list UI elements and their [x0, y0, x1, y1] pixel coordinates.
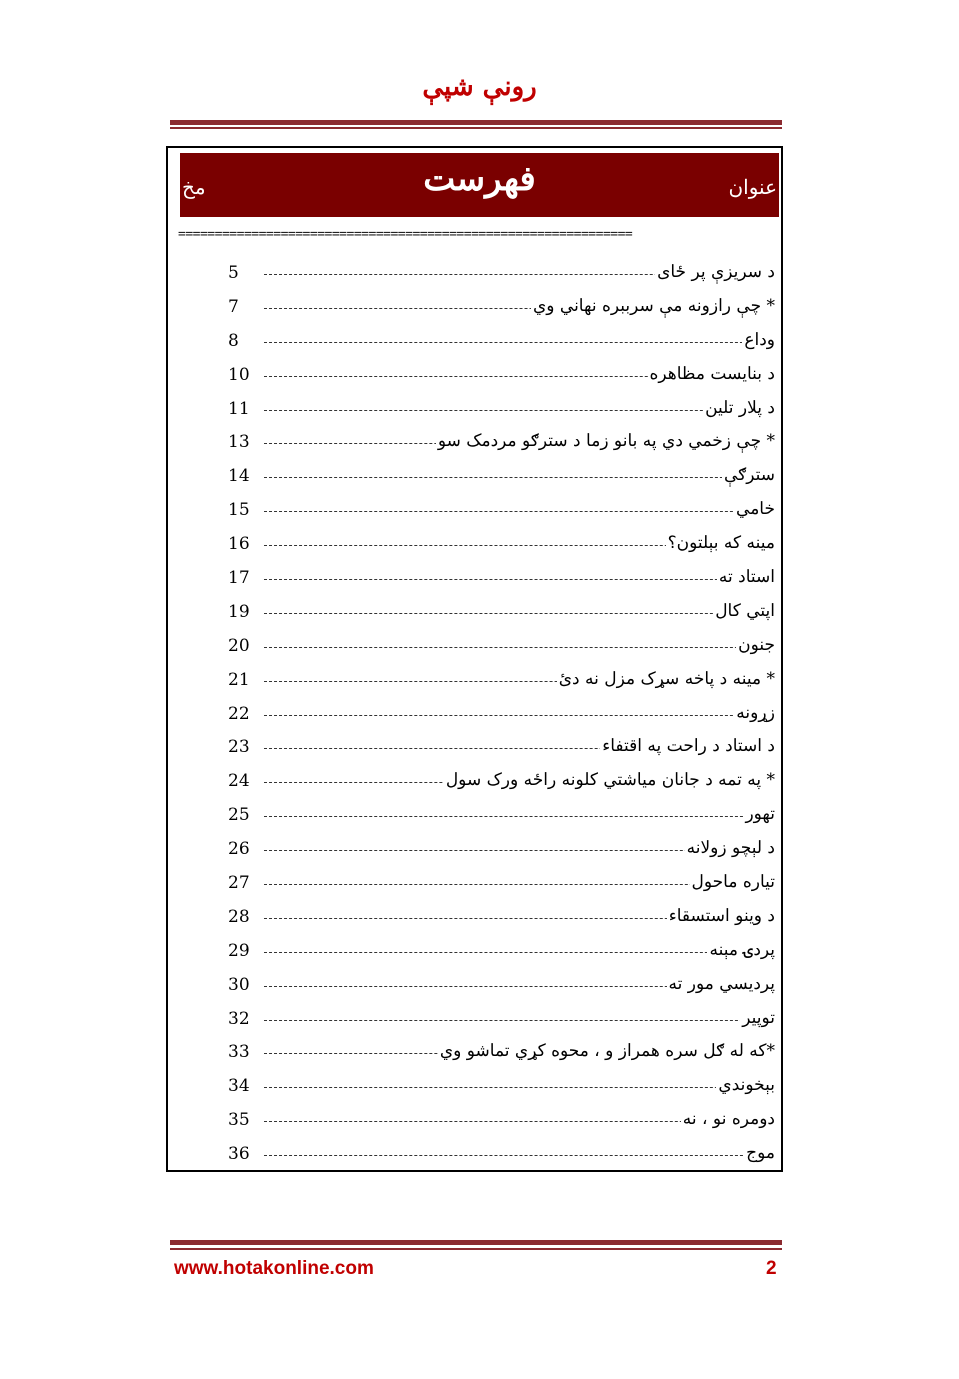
toc-entry-page: 21	[228, 669, 250, 690]
footer-page-number: 2	[766, 1258, 777, 1279]
dotted-leader	[264, 511, 773, 512]
dotted-leader	[264, 410, 773, 411]
toc-row[interactable]	[168, 969, 781, 1003]
toc-entry-page: 16	[228, 534, 250, 555]
toc-row[interactable]	[168, 1138, 781, 1172]
toc-entry-title: مینه که بېلتون؟	[666, 530, 775, 556]
toc-row[interactable]	[168, 596, 781, 630]
toc-entry-title: پردۍ مېنه	[707, 937, 775, 963]
toc-entry-title: تهور	[743, 801, 775, 827]
toc-row[interactable]	[168, 359, 781, 393]
toc-entry-title: دومره نو ، نه	[681, 1106, 775, 1132]
toc-entry-title: پردیسي مور ته	[667, 971, 776, 997]
toc-row[interactable]	[168, 494, 781, 528]
toc-entry-page: 20	[228, 635, 250, 656]
toc-entry-title: موج	[744, 1140, 775, 1166]
toc-entry-page: 25	[228, 805, 250, 826]
dotted-leader	[264, 816, 773, 817]
dotted-leader	[264, 1020, 773, 1021]
toc-row[interactable]	[168, 291, 781, 325]
toc-entry-page: 23	[228, 737, 250, 758]
dotted-leader	[264, 1155, 773, 1156]
toc-entry-title: اپتي کال	[713, 598, 775, 624]
toc-row[interactable]	[168, 799, 781, 833]
toc-entry-title: د پلار تلین	[703, 395, 775, 421]
toc-entry-page: 22	[228, 703, 250, 724]
toc-header-bar	[180, 153, 779, 217]
toc-entry-page: 33	[228, 1042, 250, 1063]
toc-entry-page: 24	[228, 771, 250, 792]
toc-entry-page: 15	[228, 500, 250, 521]
toc-entry-page: 28	[228, 906, 250, 927]
toc-entry-page: 26	[228, 839, 250, 860]
toc-entry-title: * چې زخمي دي په بانو زما د سترګو مردمک سو	[436, 428, 775, 454]
toc-entry-page: 17	[228, 568, 250, 589]
toc-entry-title: د سریزې پر ځای	[655, 259, 775, 285]
toc-entry-title: زړونه	[734, 700, 775, 726]
footer-rule-thin	[170, 1248, 782, 1250]
toc-entry-title: * په تمه د جانان میاشتي کلونه راځه ورک سول	[444, 767, 775, 793]
toc-row[interactable]	[168, 833, 781, 867]
toc-row[interactable]	[168, 1070, 781, 1104]
table-of-contents	[166, 146, 783, 1172]
toc-entry-page: 19	[228, 601, 250, 622]
toc-row[interactable]	[168, 528, 781, 562]
toc-entry-title: سترګې	[722, 462, 775, 488]
toc-entry-title: *که له ګل سره همراز و ، محوه کړي تماشو وي	[438, 1038, 775, 1064]
toc-row[interactable]	[168, 731, 781, 765]
footer-website-link[interactable]: www.hotakonline.com	[174, 1258, 374, 1279]
toc-heading: فهرست	[423, 159, 536, 199]
toc-entry-title: تیاره ماحول	[690, 869, 776, 895]
toc-row[interactable]	[168, 325, 781, 359]
toc-entry-page: 13	[228, 432, 250, 453]
toc-entry-title: خامي	[734, 496, 775, 522]
toc-row[interactable]	[168, 901, 781, 935]
column-label-page: مخ	[182, 175, 206, 199]
toc-row[interactable]	[168, 664, 781, 698]
toc-row[interactable]	[168, 867, 781, 901]
toc-entry-title: توپیر	[740, 1005, 775, 1031]
dotted-leader	[264, 477, 773, 478]
toc-entry-title: استاد ته	[717, 564, 775, 590]
toc-row[interactable]	[168, 935, 781, 969]
dotted-leader	[264, 1087, 773, 1088]
footer-rule-thick	[170, 1240, 782, 1245]
toc-list	[168, 257, 781, 1172]
toc-entry-page: 7	[228, 296, 239, 317]
toc-entry-title: د لېچو زولانه	[685, 835, 775, 861]
header-rule-thick	[170, 120, 782, 125]
toc-row[interactable]	[168, 426, 781, 460]
toc-entry-title: * مینه د پاخه سړک مزل نه دئ	[557, 666, 775, 692]
toc-entry-title: جنون	[736, 632, 775, 658]
toc-row[interactable]	[168, 393, 781, 427]
toc-row[interactable]	[168, 1003, 781, 1037]
toc-row[interactable]	[168, 765, 781, 799]
toc-entry-title: وداع	[742, 327, 775, 353]
toc-entry-title: د بنایست مظاهره	[648, 361, 776, 387]
toc-entry-page: 29	[228, 940, 250, 961]
dotted-leader	[264, 579, 773, 580]
toc-row[interactable]	[168, 630, 781, 664]
dotted-leader	[264, 647, 773, 648]
toc-row[interactable]	[168, 1104, 781, 1138]
toc-entry-title: بېخوندي	[716, 1072, 775, 1098]
toc-row[interactable]	[168, 460, 781, 494]
dotted-leader	[264, 342, 773, 343]
toc-entry-page: 10	[228, 364, 250, 385]
toc-entry-page: 35	[228, 1110, 250, 1131]
toc-row[interactable]	[168, 562, 781, 596]
header-rule-thin	[170, 127, 782, 129]
toc-entry-page: 36	[228, 1144, 250, 1165]
dotted-leader	[264, 613, 773, 614]
toc-entry-page: 5	[228, 263, 239, 283]
toc-entry-title: * چې رازونه مې سرببره نهاني وي	[531, 293, 775, 319]
toc-entry-page: 27	[228, 873, 250, 894]
toc-entry-page: 11	[228, 398, 250, 419]
separator-line: ==============================================================	[178, 228, 633, 242]
toc-row[interactable]	[168, 257, 781, 291]
toc-entry-page: 8	[228, 330, 239, 351]
book-title: رونې شپې	[422, 72, 537, 102]
column-label-title: عنوان	[728, 175, 777, 199]
toc-entry-page: 32	[228, 1008, 250, 1029]
toc-entry-page: 34	[228, 1076, 250, 1097]
dotted-leader	[264, 715, 773, 716]
toc-row[interactable]	[168, 698, 781, 732]
dotted-leader	[264, 952, 773, 953]
toc-entry-title: د استاد د راحت په اقتفاء	[600, 733, 775, 759]
toc-entry-title: د وینو استسقاء	[667, 903, 775, 929]
toc-row[interactable]	[168, 1036, 781, 1070]
toc-entry-page: 30	[228, 974, 250, 995]
toc-entry-page: 14	[228, 466, 250, 487]
